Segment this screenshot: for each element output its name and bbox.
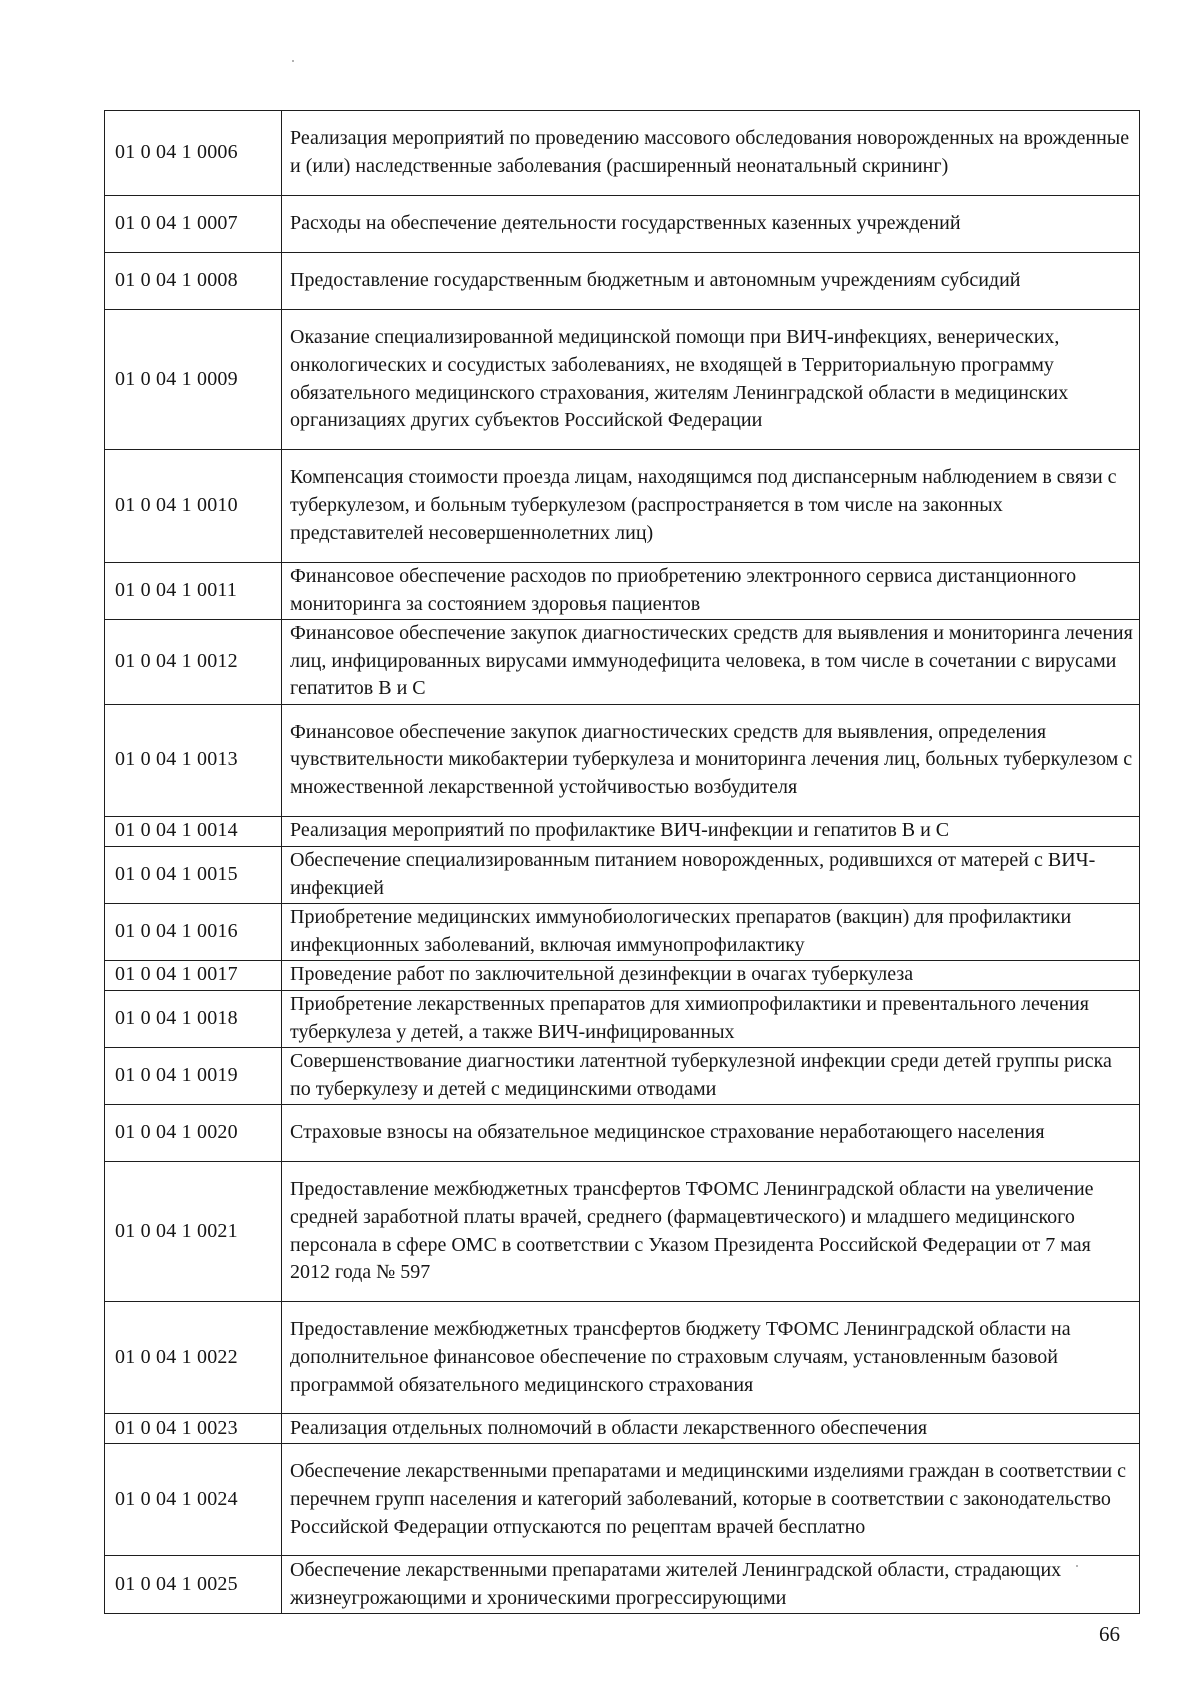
row-description: Приобретение медицинских иммунобиологических препаратов (вакцин) для профилактики инфекционных заболеваний, включая иммунопрофилактику xyxy=(282,903,1140,960)
row-code: 01 0 04 1 0020 xyxy=(105,1104,282,1161)
row-code: 01 0 04 1 0011 xyxy=(105,562,282,619)
row-code: 01 0 04 1 0014 xyxy=(105,816,282,846)
page-number: 66 xyxy=(1099,1622,1120,1646)
table-row xyxy=(105,252,1140,309)
row-code: 01 0 04 1 0007 xyxy=(105,195,282,252)
table-row xyxy=(105,990,1140,1047)
row-code: 01 0 04 1 0018 xyxy=(105,990,282,1047)
row-code: 01 0 04 1 0019 xyxy=(105,1047,282,1104)
table-body xyxy=(105,111,1140,1614)
scan-speck xyxy=(292,60,294,62)
table-row xyxy=(105,1414,1140,1444)
table-row xyxy=(105,310,1140,450)
table-row xyxy=(105,195,1140,252)
row-description: Оказание специализированной медицинской помощи при ВИЧ-инфекциях, венерических, онкологических и сосудистых заболеваниях, не входящей в Территориальную программу обязательного медицинского страхования, жителям Ленинградской области в медицинских организациях других субъектов Российской Федерации xyxy=(282,310,1140,450)
row-code: 01 0 04 1 0010 xyxy=(105,450,282,562)
row-description: Реализация мероприятий по профилактике ВИЧ-инфекции и гепатитов В и С xyxy=(282,816,1140,846)
row-code: 01 0 04 1 0023 xyxy=(105,1414,282,1444)
row-code: 01 0 04 1 0008 xyxy=(105,252,282,309)
row-code: 01 0 04 1 0009 xyxy=(105,310,282,450)
table-row xyxy=(105,111,1140,196)
scan-speck xyxy=(1076,1565,1078,1567)
table-row xyxy=(105,903,1140,960)
row-description: Финансовое обеспечение закупок диагностических средств для выявления и мониторинга лечения лиц, инфицированных вирусами иммунодефицита человека, в том числе в сочетании с вирусами гепатитов В и С xyxy=(282,619,1140,704)
row-code: 01 0 04 1 0025 xyxy=(105,1556,282,1613)
row-description: Проведение работ по заключительной дезинфекции в очагах туберкулеза xyxy=(282,960,1140,990)
row-description: Совершенствование диагностики латентной туберкулезной инфекции среди детей группы риска по туберкулезу и детей с медицинскими отводами xyxy=(282,1047,1140,1104)
table-row xyxy=(105,846,1140,903)
row-code: 01 0 04 1 0024 xyxy=(105,1444,282,1556)
row-code: 01 0 04 1 0013 xyxy=(105,704,282,816)
row-description: Компенсация стоимости проезда лицам, находящимся под диспансерным наблюдением в связи с туберкулезом, и больным туберкулезом (распространяется в том числе на законных представителей несовершеннолетних лиц) xyxy=(282,450,1140,562)
row-description: Финансовое обеспечение закупок диагностических средств для выявления, определения чувствительности микобактерии туберкулеза и мониторинга лечения лиц, больных туберкулезом с множественной лекарственной устойчивостью возбудителя xyxy=(282,704,1140,816)
table-row xyxy=(105,704,1140,816)
row-description: Расходы на обеспечение деятельности государственных казенных учреждений xyxy=(282,195,1140,252)
table-row xyxy=(105,1302,1140,1414)
row-description: Обеспечение лекарственными препаратами жителей Ленинградской области, страдающих жизнеугрожающими и хроническими прогрессирующими xyxy=(282,1556,1140,1613)
row-description: Предоставление межбюджетных трансфертов бюджету ТФОМС Ленинградской области на дополнительное финансовое обеспечение по страховым случаям, установленным базовой программой обязательного медицинского страхования xyxy=(282,1302,1140,1414)
row-description: Обеспечение лекарственными препаратами и медицинскими изделиями граждан в соответствии с перечнем групп населения и категорий заболеваний, которые в соответствии с законодательство Российской Федерации отпускаются по рецептам врачей бесплатно xyxy=(282,1444,1140,1556)
table-row xyxy=(105,1104,1140,1161)
row-description: Приобретение лекарственных препаратов для химиопрофилактики и превентального лечения туберкулеза у детей, а также ВИЧ-инфицированных xyxy=(282,990,1140,1047)
table-row xyxy=(105,816,1140,846)
row-code: 01 0 04 1 0021 xyxy=(105,1162,282,1302)
table-row xyxy=(105,1047,1140,1104)
row-code: 01 0 04 1 0015 xyxy=(105,846,282,903)
row-code: 01 0 04 1 0017 xyxy=(105,960,282,990)
table-row xyxy=(105,960,1140,990)
row-description: Реализация отдельных полномочий в области лекарственного обеспечения xyxy=(282,1414,1140,1444)
table-row xyxy=(105,562,1140,619)
row-description: Страховые взносы на обязательное медицинское страхование неработающего населения xyxy=(282,1104,1140,1161)
row-description: Реализация мероприятий по проведению массового обследования новорожденных на врожденные и (или) наследственные заболевания (расширенный неонатальный скрининг) xyxy=(282,111,1140,196)
budget-code-table xyxy=(104,110,1140,1614)
row-description: Обеспечение специализированным питанием новорожденных, родившихся от матерей с ВИЧ- инфекцией xyxy=(282,846,1140,903)
table-row xyxy=(105,1556,1140,1613)
table-row xyxy=(105,1162,1140,1302)
row-description: Предоставление государственным бюджетным и автономным учреждениям субсидий xyxy=(282,252,1140,309)
table-row xyxy=(105,450,1140,562)
row-description: Финансовое обеспечение расходов по приобретению электронного сервиса дистанционного мониторинга за состоянием здоровья пациентов xyxy=(282,562,1140,619)
row-code: 01 0 04 1 0006 xyxy=(105,111,282,196)
row-description: Предоставление межбюджетных трансфертов ТФОМС Ленинградской области на увеличение средней заработной платы врачей, среднего (фармацевтического) и младшего медицинского персонала в сфере ОМС в соответствии с Указом Президента Российской Федерации от 7 мая 2012 года № 597 xyxy=(282,1162,1140,1302)
table-row xyxy=(105,619,1140,704)
row-code: 01 0 04 1 0016 xyxy=(105,903,282,960)
row-code: 01 0 04 1 0022 xyxy=(105,1302,282,1414)
row-code: 01 0 04 1 0012 xyxy=(105,619,282,704)
table-row xyxy=(105,1444,1140,1556)
